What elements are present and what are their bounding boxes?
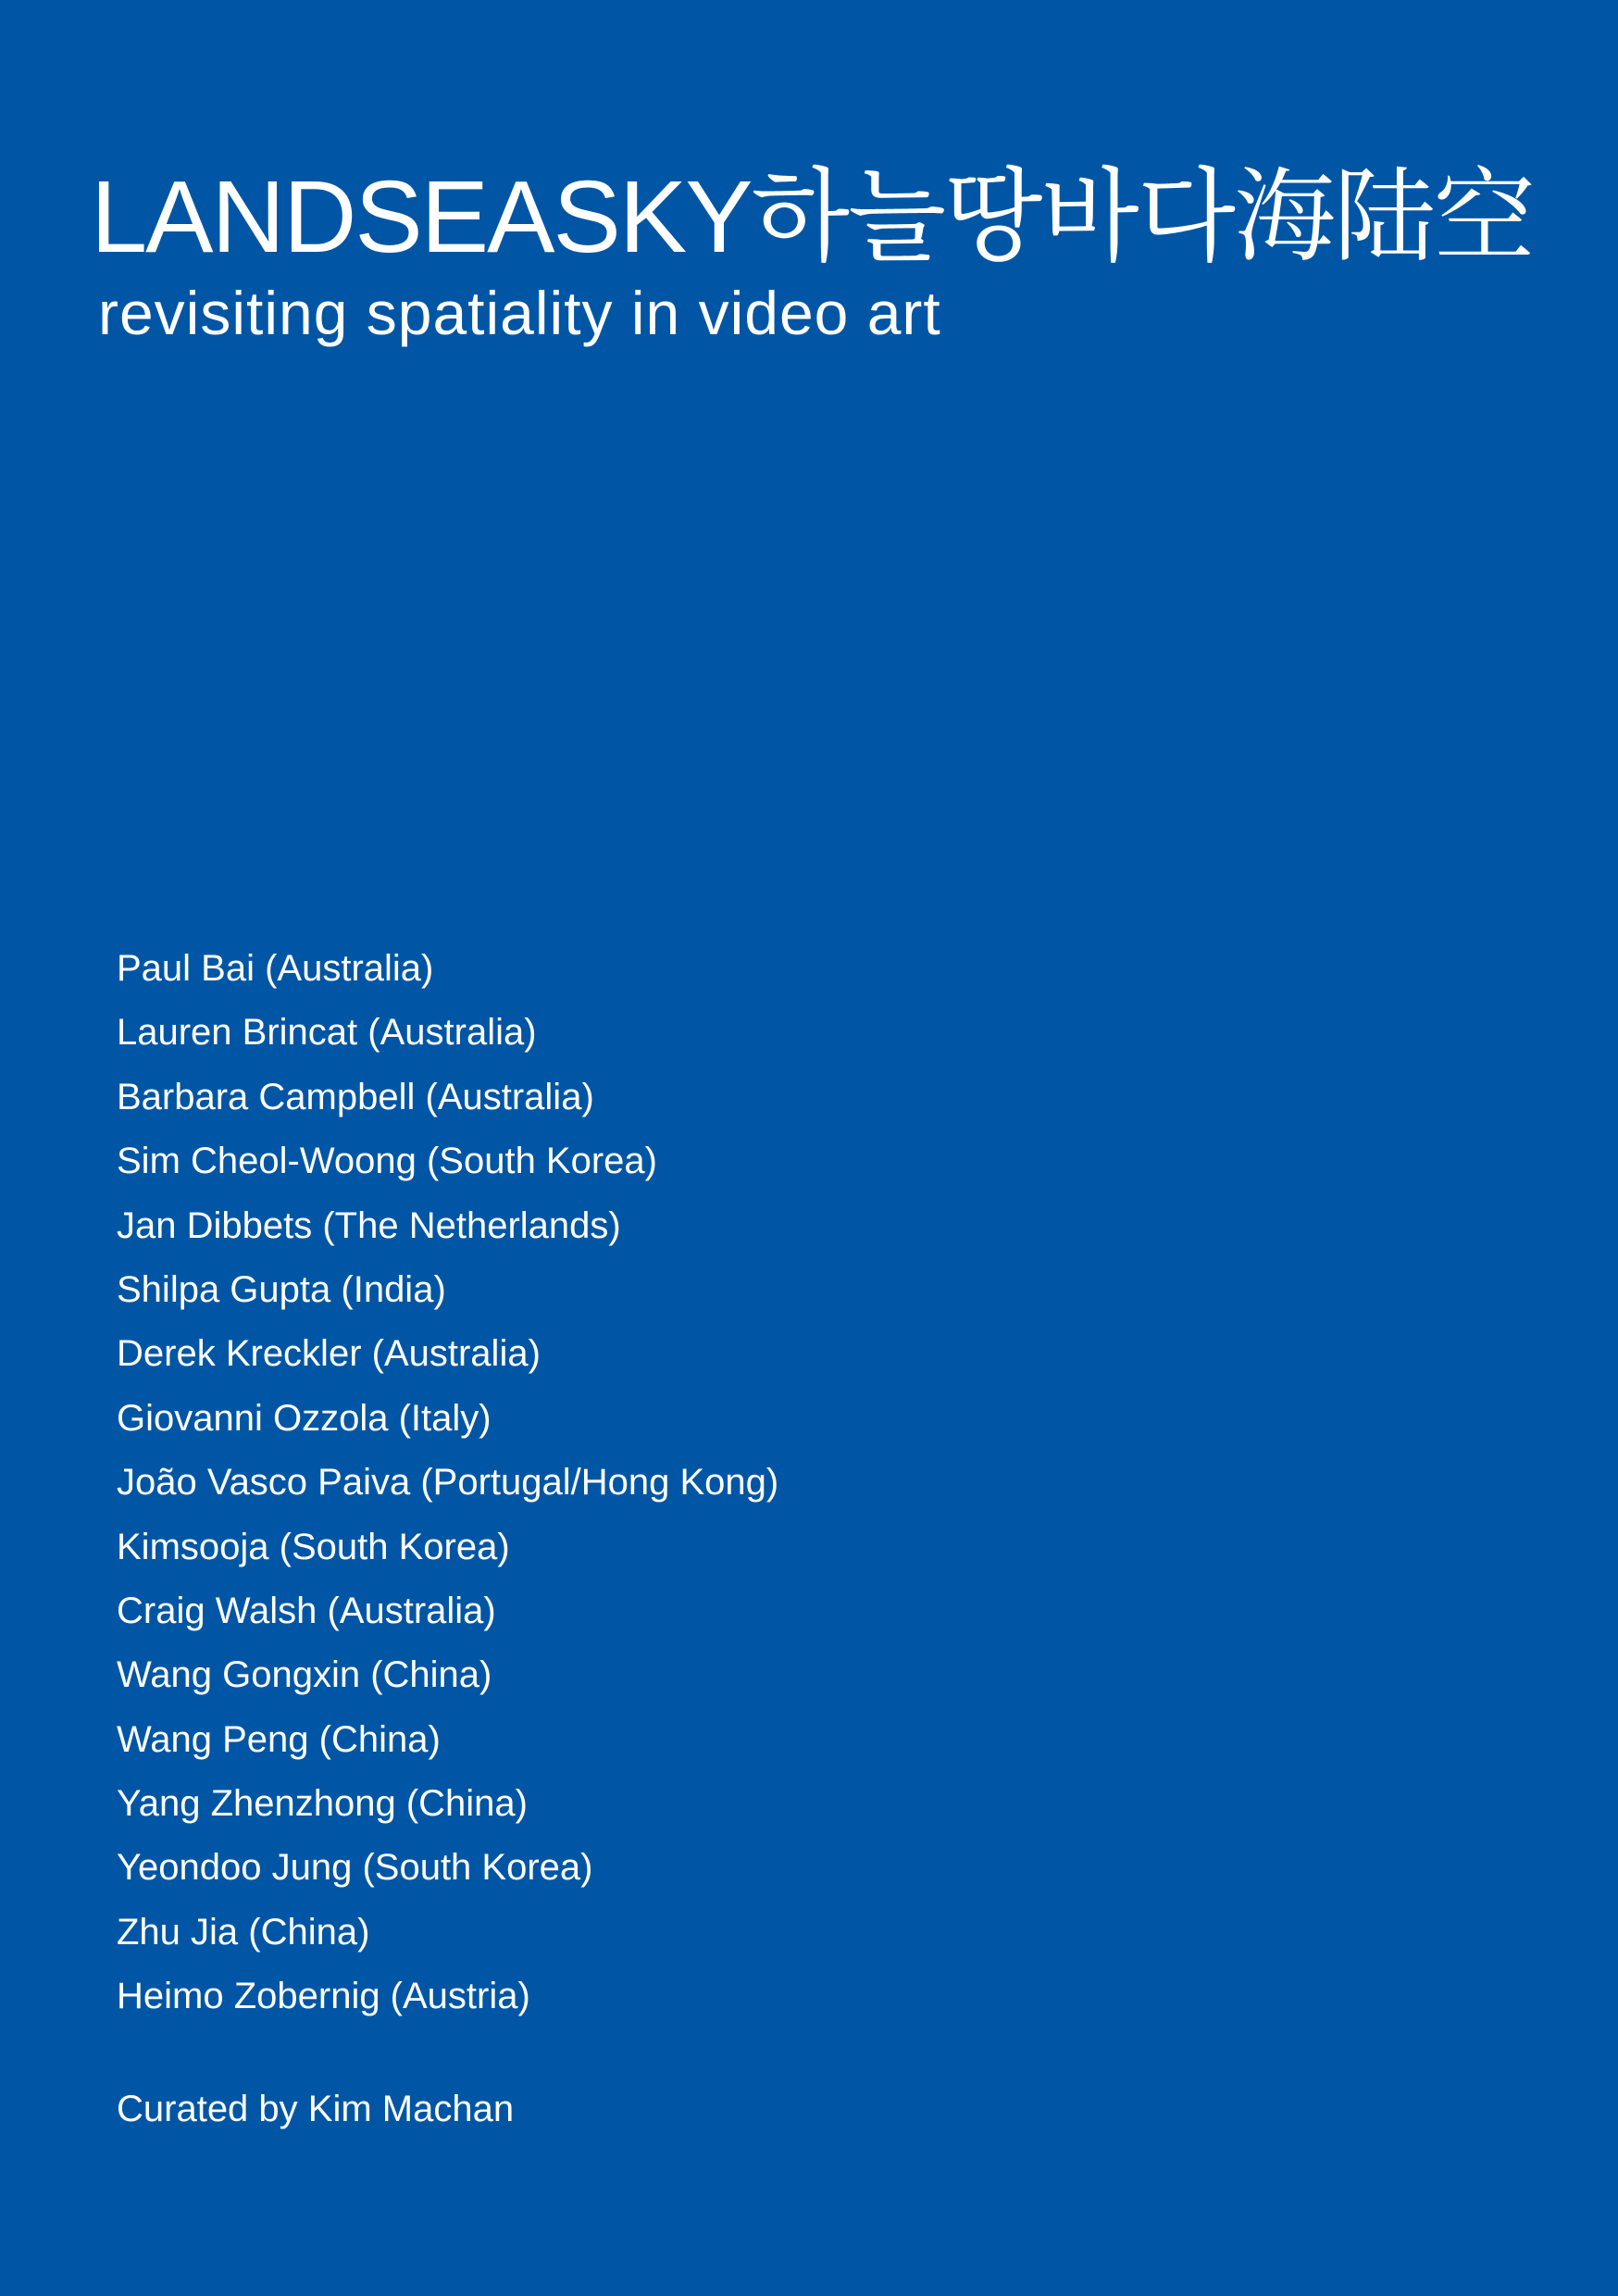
artist-item: Shilpa Gupta (India) bbox=[117, 1268, 446, 1310]
artist-item: Kimsooja (South Korea) bbox=[117, 1526, 510, 1567]
artist-item: Jan Dibbets (The Netherlands) bbox=[117, 1204, 621, 1246]
exhibition-title: LANDSEASKY하늘땅바다海陆空 bbox=[91, 160, 1534, 274]
artist-item: Yang Zhenzhong (China) bbox=[117, 1783, 528, 1825]
artist-item: Giovanni Ozzola (Italy) bbox=[117, 1397, 492, 1439]
artist-item: Lauren Brincat (Australia) bbox=[117, 1012, 537, 1054]
artist-item: Yeondoo Jung (South Korea) bbox=[117, 1847, 593, 1889]
artist-item: João Vasco Paiva (Portugal/Hong Kong) bbox=[117, 1462, 779, 1504]
artist-item: Zhu Jia (China) bbox=[117, 1911, 370, 1953]
curator-credit: Curated by Kim Machan bbox=[117, 2089, 515, 2129]
exhibition-subtitle: revisiting spatiality in video art bbox=[98, 279, 941, 347]
artist-item: Craig Walsh (Australia) bbox=[117, 1590, 496, 1631]
artist-item: Sim Cheol-Woong (South Korea) bbox=[117, 1141, 657, 1182]
artist-item: Heimo Zobernig (Austria) bbox=[117, 1976, 530, 2017]
artist-item: Paul Bai (Australia) bbox=[117, 948, 434, 989]
artist-item: Derek Kreckler (Australia) bbox=[117, 1333, 541, 1375]
artist-item: Barbara Campbell (Australia) bbox=[117, 1076, 594, 1117]
artist-item: Wang Peng (China) bbox=[117, 1718, 441, 1760]
artist-item: Wang Gongxin (China) bbox=[117, 1654, 492, 1696]
artist-list bbox=[117, 937, 778, 2029]
